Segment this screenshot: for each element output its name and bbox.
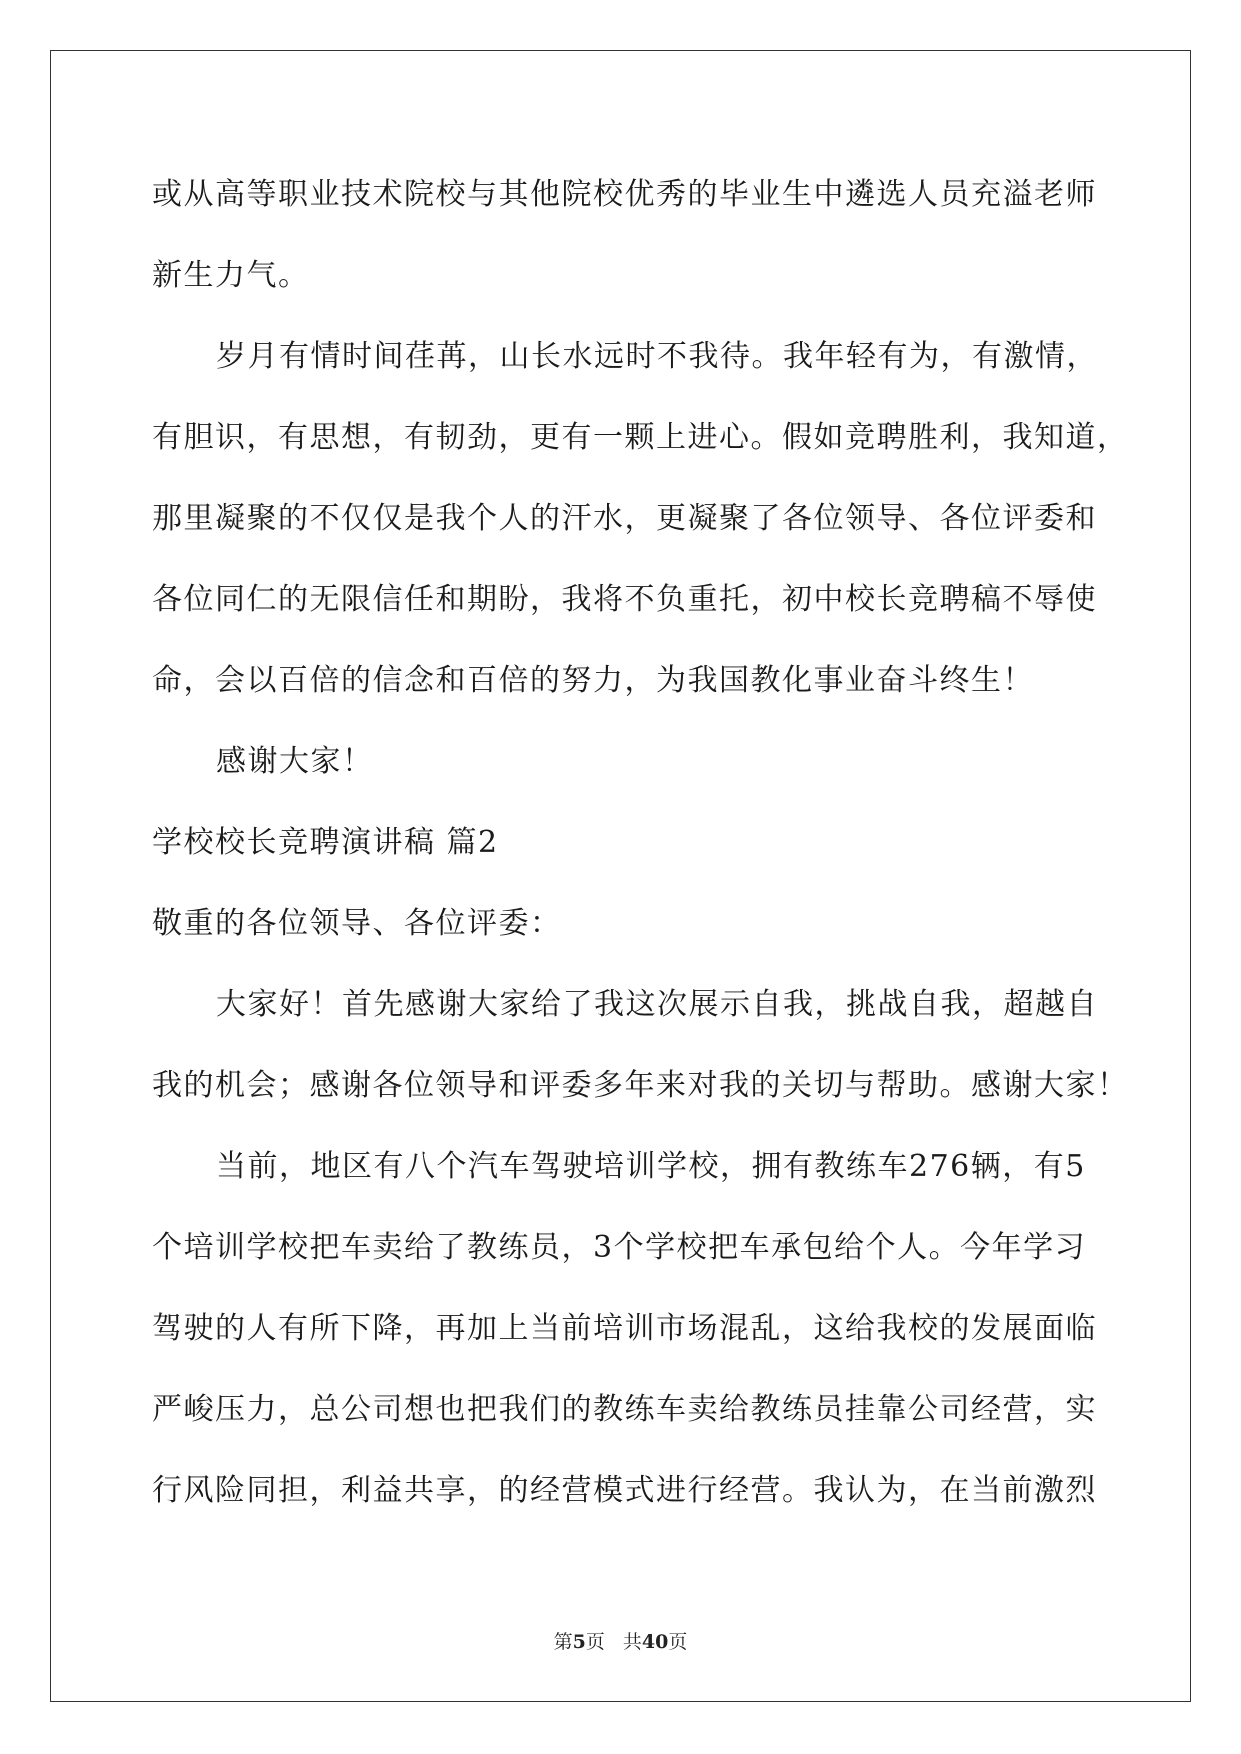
footer-page-suffix: 页 — [585, 1631, 605, 1653]
text-line: 行风险同担，利益共享，的经营模式进行经营。我认为，在当前激烈 — [152, 1473, 1097, 1508]
page-footer — [0, 1627, 1241, 1654]
text-line: 驾驶的人有所下降，再加上当前培训市场混乱，这给我校的发展面临 — [152, 1311, 1097, 1346]
footer-total-suffix: 页 — [668, 1631, 688, 1653]
footer-prefix: 第 — [553, 1631, 573, 1653]
current-page-number: 5 — [572, 1631, 586, 1653]
text-line: 感谢大家！ — [216, 744, 374, 779]
text-line: 各位同仁的无限信任和期盼，我将不负重托，初中校长竞聘稿不辱使 — [152, 582, 1097, 617]
text-line: 那里凝聚的不仅仅是我个人的汗水，更凝聚了各位领导、各位评委和 — [152, 501, 1097, 536]
section-heading: 学校校长竞聘演讲稿 篇2 — [152, 825, 499, 860]
text-line: 大家好！首先感谢大家给了我这次展示自我，挑战自我，超越自 — [216, 987, 1098, 1022]
text-line: 我的机会；感谢各位领导和评委多年来对我的关切与帮助。感谢大家！ — [152, 1068, 1129, 1103]
text-line: 个培训学校把车卖给了教练员，3个学校把车承包给个人。今年学习 — [152, 1230, 1087, 1265]
document-body — [152, 165, 1129, 1542]
text-line: 当前，地区有八个汽车驾驶培训学校，拥有教练车276辆，有5 — [216, 1149, 1086, 1184]
text-line: 或从高等职业技术院校与其他院校优秀的毕业生中遴选人员充溢老师 — [152, 177, 1097, 212]
total-page-count: 40 — [641, 1631, 669, 1653]
salutation: 敬重的各位领导、各位评委： — [152, 906, 562, 941]
text-line: 有胆识，有思想，有韧劲，更有一颗上进心。假如竞聘胜利，我知道， — [152, 420, 1129, 455]
text-line: 岁月有情时间荏苒，山长水远时不我待。我年轻有为，有激情， — [216, 339, 1098, 374]
text-line: 新生力气。 — [152, 258, 310, 293]
text-line: 严峻压力，总公司想也把我们的教练车卖给教练员挂靠公司经营，实 — [152, 1392, 1097, 1427]
text-line: 命，会以百倍的信念和百倍的努力，为我国教化事业奋斗终生！ — [152, 663, 1034, 698]
footer-total-prefix: 共 — [622, 1631, 642, 1653]
